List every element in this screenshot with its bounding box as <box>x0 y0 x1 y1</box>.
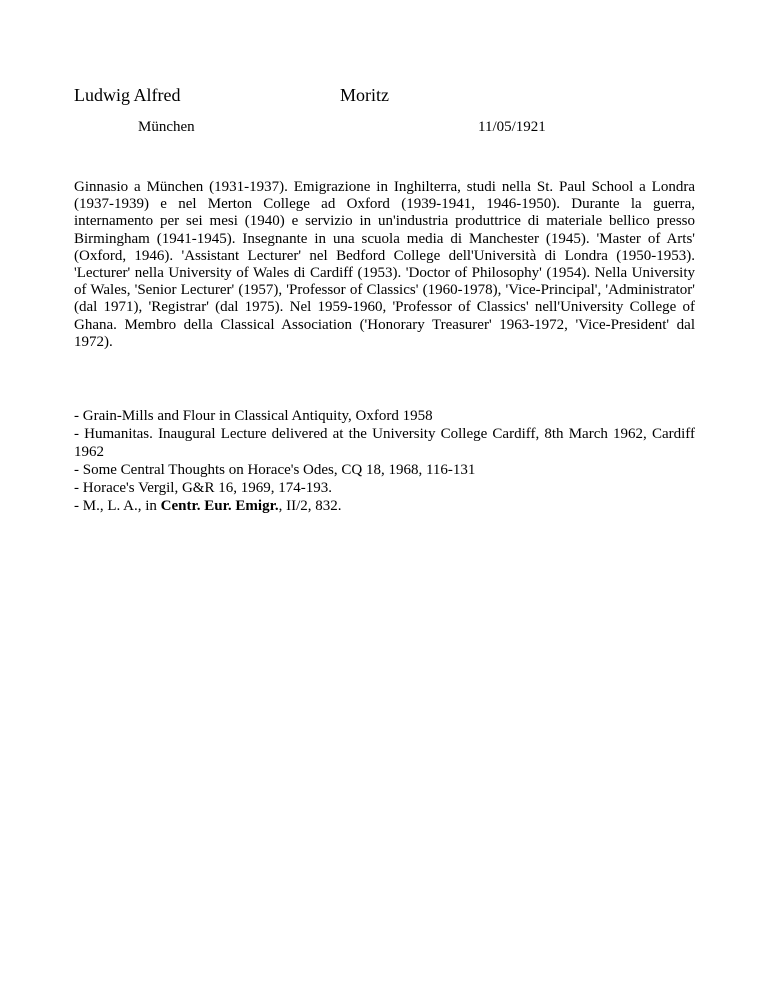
source-prefix: - M., L. A., in <box>74 498 161 514</box>
first-names: Ludwig Alfred <box>74 85 181 105</box>
source-suffix: , II/2, 832. <box>278 498 342 514</box>
birthplace: München <box>138 119 195 135</box>
source-reference <box>74 497 695 515</box>
birthdate: 11/05/1921 <box>478 119 546 135</box>
surname: Moritz <box>340 85 389 105</box>
publication-item: - Horace's Vergil, G&R 16, 1969, 174-193. <box>74 480 332 496</box>
publication-item: - Humanitas. Inaugural Lecture delivered at the University College Cardiff, 8th March 1962, Cardiff 1962 <box>74 426 695 460</box>
publication-item: - Some Central Thoughts on Horace's Odes, CQ 18, 1968, 116-131 <box>74 462 476 478</box>
publications-list <box>74 407 695 497</box>
publication-item: - Grain-Mills and Flour in Classical Antiquity, Oxford 1958 <box>74 408 433 424</box>
source-work: Centr. Eur. Emigr. <box>160 498 279 514</box>
biography-paragraph: Ginnasio a München (1931-1937). Emigrazione in Inghilterra, studi nella St. Paul School a Londra (1937-1939) e nel Merton College ad Oxford (1939-1941, 1946-1950). Durante la guerra, internamento per sei mesi (1940) e servizio in un'industria produttrice di materiale bellico presso Birmingham (1941-1945). Insegnante in una scuola media di Manchester (1945). 'Master of Arts' (Oxford, 1946). 'Assistant Lecturer' nel Bedford College dell'Università di Londra (1950-1953). 'Lecturer' nella University of Wales di Cardiff (1953). 'Doctor of Philosophy' (1954). Nella University of Wales, 'Senior Lecturer' (1957), 'Professor of Classics' (1960-1978), 'Vice-Principal', 'Administrator' (dal 1971), 'Registrar' (dal 1975). Nel 1959-1960, 'Professor of Classics' nell'University College of Ghana. Membro della Classical Association ('Honorary Treasurer' 1963-1972, 'Vice-President' dal 1972). <box>74 179 695 350</box>
